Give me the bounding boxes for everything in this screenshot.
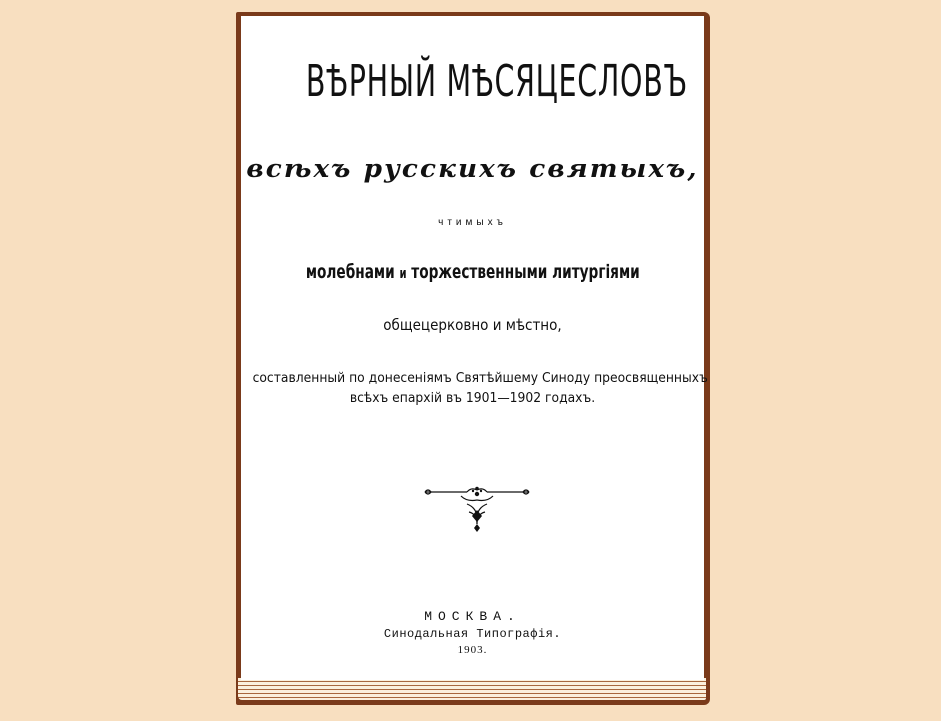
description-line-2: всѣхъ епархій въ 1901—1902 годахъ. [349,391,596,406]
publisher: Синодальная Типографія. [383,627,562,641]
floral-ornament-icon [421,486,533,532]
book-title: ВѢРНЫЙ МѢСЯЦЕСЛОВЪ [305,56,688,107]
publication-city: МОСКВА. [424,609,521,624]
subtitle-line-3-part2: торжественными литургіями [411,261,640,283]
subtitle-line-3-conjunction: и [399,266,407,282]
subtitle-line-1: всѣхъ русскихъ святыхъ, [246,154,699,183]
book [236,12,710,705]
subtitle-line-3 [306,261,639,283]
description-line-1: составленный по донесеніямъ Святѣйшему Синоду преосвященныхъ [252,371,708,386]
subtitle-line-4: общецерковно и мѣстно, [383,316,562,334]
subtitle-line-2: чтимыхъ [438,217,507,228]
title-page [241,16,708,680]
publication-year: 1903. [457,644,488,656]
book-page-edges [238,678,706,700]
subtitle-line-3-part1: молебнами [305,261,395,283]
